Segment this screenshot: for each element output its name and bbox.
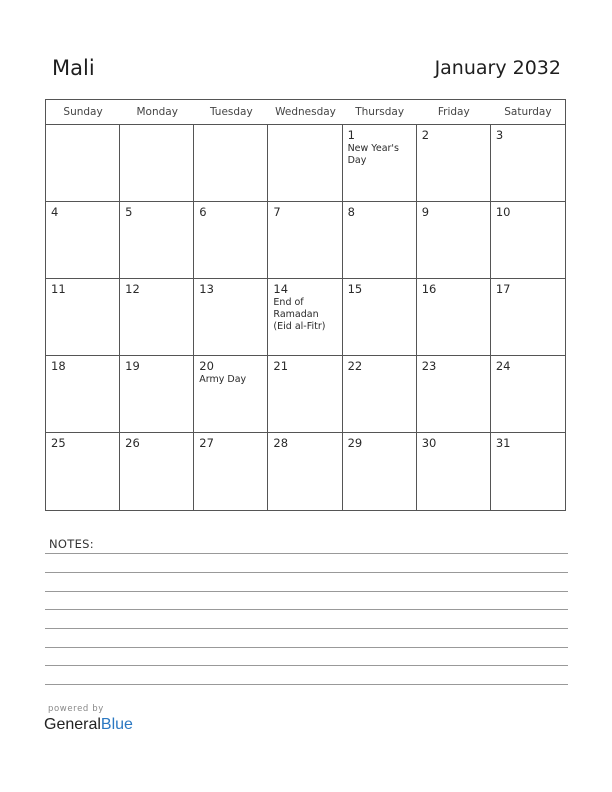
day-cell xyxy=(46,433,120,510)
day-number: 10 xyxy=(495,205,511,219)
day-cell xyxy=(491,356,565,433)
day-cell xyxy=(417,279,491,356)
day-cell xyxy=(46,125,120,202)
brand-name-general: General xyxy=(44,716,101,733)
day-number: 29 xyxy=(347,436,363,450)
weekday-monday: Monday xyxy=(136,106,178,118)
day-cell xyxy=(268,433,342,510)
weekday-friday: Friday xyxy=(437,106,470,118)
day-cell xyxy=(491,202,565,279)
day-cell xyxy=(343,433,417,510)
day-number: 23 xyxy=(421,359,437,373)
day-cell xyxy=(343,279,417,356)
note-line xyxy=(45,647,568,648)
day-number: 26 xyxy=(125,436,140,450)
day-number: 24 xyxy=(495,359,511,373)
day-number: 27 xyxy=(199,436,214,450)
weekday-wednesday: Wednesday xyxy=(275,106,336,118)
day-number: 17 xyxy=(495,282,511,296)
day-number: 7 xyxy=(273,205,281,219)
day-cell xyxy=(120,356,194,433)
note-line xyxy=(45,609,568,610)
day-cell xyxy=(491,279,565,356)
day-cell xyxy=(491,125,565,202)
day-number: 4 xyxy=(51,205,59,219)
day-number: 22 xyxy=(347,359,363,373)
holiday-label: End of Ramadan (Eid al-Fitr) xyxy=(273,297,326,332)
day-cell xyxy=(343,202,417,279)
day-cell xyxy=(194,356,268,433)
day-cell xyxy=(268,279,342,356)
day-number: 25 xyxy=(51,436,66,450)
day-number: 2 xyxy=(421,128,430,142)
weekday-saturday: Saturday xyxy=(504,106,552,118)
day-number: 8 xyxy=(347,205,355,219)
day-cell xyxy=(194,125,268,202)
day-cell xyxy=(120,202,194,279)
day-cell xyxy=(417,125,491,202)
day-cell xyxy=(417,356,491,433)
holiday-label: Army Day xyxy=(199,374,247,385)
day-number: 13 xyxy=(199,282,214,296)
day-cell xyxy=(120,279,194,356)
country-title: Mali xyxy=(52,56,95,80)
weekday-thursday: Thursday xyxy=(355,106,405,118)
day-cell xyxy=(194,433,268,510)
day-cell xyxy=(194,202,268,279)
month-year-title: January 2032 xyxy=(434,57,561,79)
day-number: 28 xyxy=(273,436,289,450)
note-line xyxy=(45,684,568,685)
day-cell xyxy=(46,279,120,356)
weekday-tuesday: Tuesday xyxy=(209,106,253,118)
day-cell xyxy=(491,433,565,510)
weeks-grid xyxy=(46,125,565,510)
note-line xyxy=(45,572,568,573)
day-number: 3 xyxy=(495,128,504,142)
day-cell xyxy=(46,202,120,279)
day-number: 5 xyxy=(125,205,133,219)
notes-label: NOTES: xyxy=(49,537,94,551)
day-cell xyxy=(343,125,417,202)
powered-by-text: powered by xyxy=(48,704,104,714)
day-cell xyxy=(343,356,417,433)
day-number: 31 xyxy=(495,436,511,450)
day-number: 12 xyxy=(125,282,140,296)
day-cell xyxy=(194,279,268,356)
day-number: 1 xyxy=(347,128,355,142)
day-number: 6 xyxy=(199,205,207,219)
note-line xyxy=(45,553,568,554)
day-cell xyxy=(268,125,342,202)
day-cell xyxy=(268,202,342,279)
day-number: 14 xyxy=(273,282,289,296)
note-line xyxy=(45,628,568,629)
day-number: 20 xyxy=(199,359,214,373)
day-number: 15 xyxy=(347,282,363,296)
day-cell xyxy=(417,433,491,510)
day-number: 11 xyxy=(51,282,66,296)
day-number: 30 xyxy=(421,436,437,450)
calendar-grid xyxy=(45,99,566,511)
day-cell xyxy=(46,356,120,433)
day-number: 18 xyxy=(51,359,66,373)
note-line xyxy=(45,665,568,666)
day-number: 9 xyxy=(421,205,430,219)
weekday-sunday: Sunday xyxy=(63,106,103,118)
weekday-header-row xyxy=(46,100,565,125)
day-number: 19 xyxy=(125,359,140,373)
day-cell xyxy=(268,356,342,433)
brand-name-blue: Blue xyxy=(100,716,133,733)
day-number: 21 xyxy=(273,359,289,373)
day-cell xyxy=(120,125,194,202)
brand-logo xyxy=(44,716,133,734)
holiday-label: New Year's Day xyxy=(347,143,399,166)
note-line xyxy=(45,591,568,592)
day-cell xyxy=(120,433,194,510)
day-cell xyxy=(417,202,491,279)
day-number: 16 xyxy=(421,282,437,296)
